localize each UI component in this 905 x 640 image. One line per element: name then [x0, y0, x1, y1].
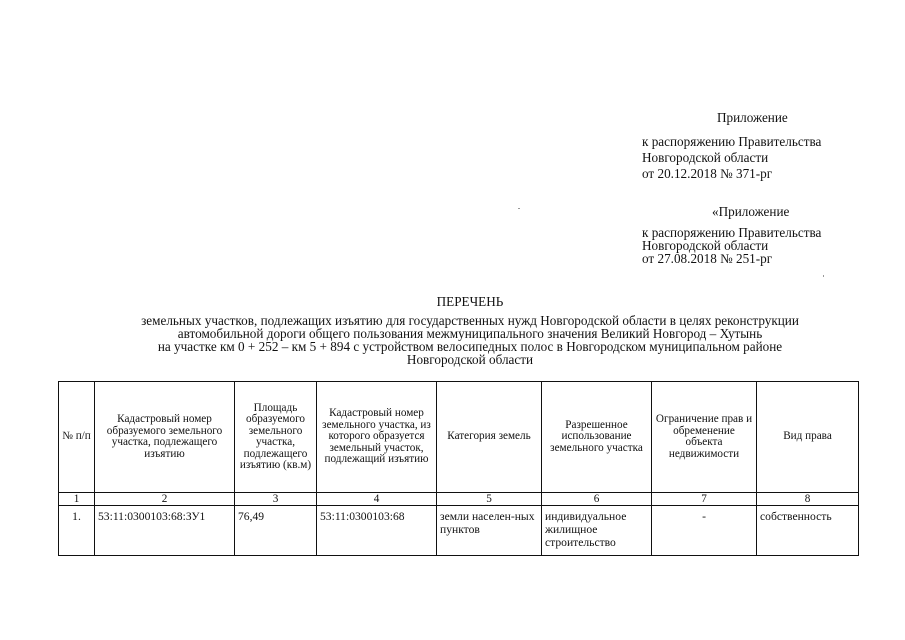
heading-line: Новгородской области — [406, 352, 534, 367]
column-number: 7 — [652, 493, 757, 506]
cell-new-cadastral: 53:11:0300103:68:ЗУ1 — [95, 506, 235, 556]
cell-right-type: собственность — [757, 506, 859, 556]
heading-line: автомобильной дороги общего пользования межмуниципального значения Великий Новгород – Хутынь — [177, 326, 763, 341]
appendix-title: Приложение — [717, 110, 788, 125]
appendix-title: «Приложение — [712, 204, 790, 219]
column-number: 1 — [59, 493, 95, 506]
cell-number: 1. — [59, 506, 95, 556]
scan-speck — [823, 275, 824, 277]
header-cell-right-type: Вид права — [757, 382, 859, 493]
document-heading — [60, 295, 880, 366]
appendix-line: к распоряжению Правительства — [642, 134, 822, 149]
appendix-line: от 27.08.2018 № 251-рг — [642, 251, 773, 266]
column-number: 8 — [757, 493, 859, 506]
header-cell-source-cadastral: Кадастровый номер земельного участка, из которого образуется земельный участок, подлежащий изъятию — [317, 382, 437, 493]
column-numbers-row — [59, 493, 859, 506]
scan-speck — [518, 208, 520, 209]
document-title: ПЕРЕЧЕНЬ — [436, 294, 504, 309]
appendix-line: к распоряжению Правительства — [642, 225, 822, 240]
column-number: 6 — [542, 493, 652, 506]
land-plots-table — [58, 381, 859, 556]
heading-line: на участке км 0 + 252 – км 5 + 894 с устройством велосипедных полос в Новгородском муниципальном районе — [157, 339, 783, 354]
header-cell-new-cadastral: Кадастровый номер образуемого земельного участка, подлежащего изъятию — [95, 382, 235, 493]
appendix-line: Новгородской области — [642, 238, 769, 253]
appendix-line: Новгородской области — [642, 150, 769, 165]
column-number: 5 — [437, 493, 542, 506]
column-number: 4 — [317, 493, 437, 506]
appendix-previous — [642, 204, 821, 265]
column-number: 3 — [235, 493, 317, 506]
header-cell-restriction: Ограничение прав и обременение объекта недвижимости — [652, 382, 757, 493]
cell-restriction: - — [652, 506, 757, 556]
heading-line: земельных участков, подлежащих изъятию для государственных нужд Новгородской области в целях реконструкции — [141, 313, 799, 328]
table-header-row — [59, 382, 859, 493]
appendix-line: от 20.12.2018 № 371-рг — [642, 166, 773, 181]
cell-category: земли населен-ных пунктов — [437, 506, 542, 556]
table-row — [59, 506, 859, 556]
header-cell-number: № п/п — [59, 382, 95, 493]
header-cell-area: Площадь образуемого земельного участка, подлежащего изъятию (кв.м) — [235, 382, 317, 493]
header-cell-usage: Разрешенное использование земельного участка — [542, 382, 652, 493]
cell-usage: индивидуальное жилищное строительство — [542, 506, 652, 556]
appendix-current — [642, 110, 821, 182]
column-number: 2 — [95, 493, 235, 506]
cell-area: 76,49 — [235, 506, 317, 556]
cell-source-cadastral: 53:11:0300103:68 — [317, 506, 437, 556]
header-cell-category: Категория земель — [437, 382, 542, 493]
